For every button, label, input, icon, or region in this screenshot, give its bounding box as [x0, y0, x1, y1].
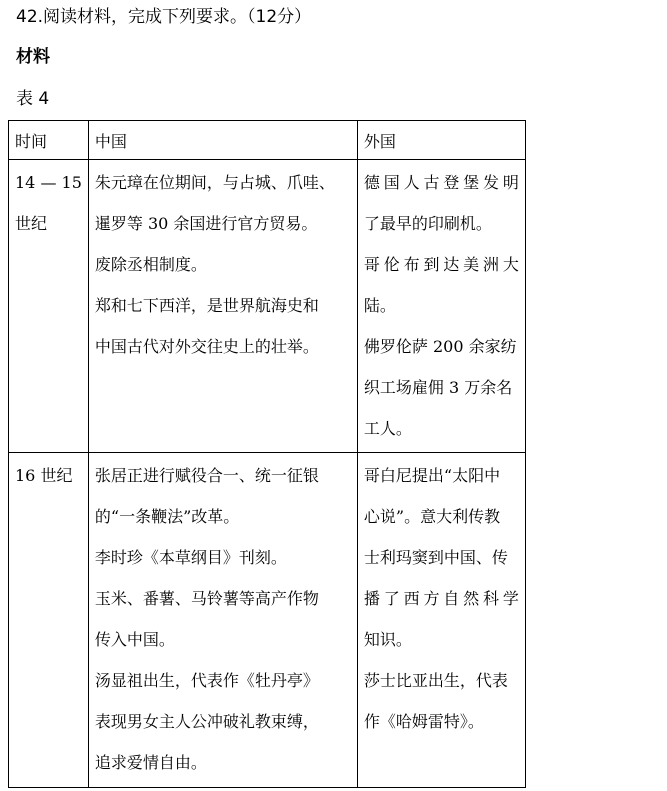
- foreign-line: 工人。: [363, 419, 412, 438]
- header-time: 时间: [9, 121, 89, 160]
- table-header-row: [9, 121, 526, 160]
- foreign-line: 陆。: [363, 296, 396, 315]
- china-cell: [88, 453, 357, 788]
- china-line: 暹罗等 30 余国进行官方贸易。: [94, 214, 318, 233]
- foreign-cell: [357, 160, 525, 453]
- china-line: 中国古代对外交往史上的壮举。: [94, 337, 319, 356]
- table-caption: 表 4: [16, 89, 50, 109]
- foreign-line: 织工场雇佣 3 万余名: [363, 378, 513, 397]
- material-heading: 材料: [16, 47, 50, 67]
- china-line: 郑和七下西洋，是世界航海史和: [94, 296, 319, 315]
- china-line: 汤显祖出生，代表作《牡丹亭》: [94, 671, 319, 690]
- foreign-line: 士利玛窦到中国、传: [363, 548, 508, 567]
- foreign-line: 心说”。意大利传教: [363, 507, 501, 526]
- china-line: 朱元璋在位期间，与占城、爪哇、: [94, 173, 335, 192]
- time-cell: [9, 453, 89, 788]
- foreign-line: 莎士比亚出生，代表: [363, 671, 508, 690]
- foreign-line: 知识。: [363, 630, 412, 649]
- foreign-line: 佛罗伦萨 200 余家纺: [363, 337, 517, 356]
- foreign-line: 哥白尼提出“太阳中: [363, 466, 501, 485]
- china-line: 玉米、番薯、马铃薯等高产作物: [94, 589, 319, 608]
- china-line: 李时珍《本草纲目》刊刻。: [94, 548, 287, 567]
- china-line: 传入中国。: [94, 630, 175, 649]
- china-line: 废除丞相制度。: [94, 255, 207, 274]
- foreign-line: 作《哈姆雷特》。: [363, 712, 484, 731]
- question-prompt: 42.阅读材料，完成下列要求。（12分）: [16, 7, 312, 27]
- foreign-line: 播了西方自然科学: [363, 589, 519, 608]
- time-line: 14 — 15: [15, 173, 82, 192]
- china-cell: [88, 160, 357, 453]
- time-line: 世纪: [15, 214, 48, 233]
- china-line: 张居正进行赋役合一、统一征银: [94, 466, 319, 485]
- table-row: [9, 453, 526, 788]
- foreign-line: 德国人古登堡发明: [363, 173, 519, 192]
- foreign-line: 了最早的印刷机。: [363, 214, 492, 233]
- foreign-cell: [357, 453, 525, 788]
- china-line: 表现男女主人公冲破礼教束缚，: [94, 712, 319, 731]
- time-cell: [9, 160, 89, 453]
- foreign-line: 哥伦布到达美洲大: [363, 255, 519, 274]
- china-line: 追求爱情自由。: [94, 753, 207, 772]
- china-line: 的“一条鞭法”改革。: [94, 507, 240, 526]
- time-line: 16 世纪: [15, 466, 73, 485]
- header-china: 中国: [88, 121, 357, 160]
- table-row: [9, 160, 526, 453]
- history-comparison-table: [8, 120, 526, 788]
- header-foreign: 外国: [357, 121, 525, 160]
